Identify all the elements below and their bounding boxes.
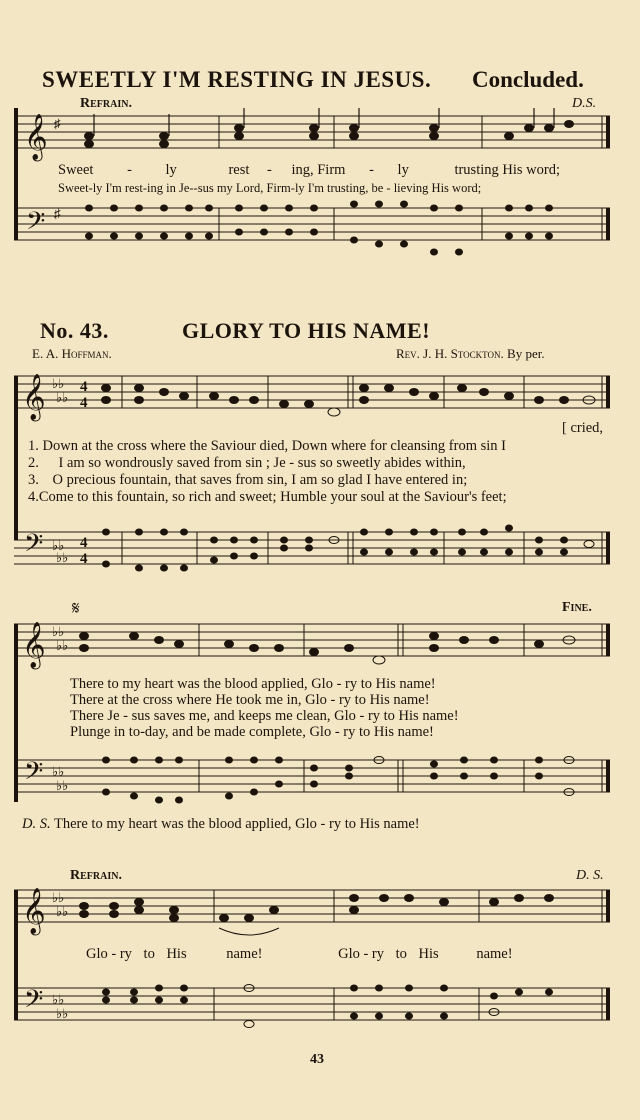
- ds-label-bottom: D. S.: [576, 868, 604, 883]
- ds-label-top: D.S.: [572, 96, 597, 111]
- staff-system-1-bass: [14, 194, 614, 264]
- composer-credit: Rev. J. H. Stockton. By per.: [396, 346, 545, 361]
- svg-text:4: 4: [80, 535, 88, 551]
- staff-system-4-bass: [14, 976, 614, 1036]
- svg-text:𝄞: 𝄞: [22, 374, 46, 419]
- cried-continuation: [ cried,: [562, 420, 604, 436]
- lyric-line-sweetly: Sweet - ly rest - ing, Firm - ly trusting His word;: [58, 162, 560, 178]
- svg-text:4: 4: [80, 395, 88, 411]
- svg-text:𝄢: 𝄢: [24, 986, 44, 1019]
- svg-text:♭♭: ♭♭: [52, 992, 65, 1007]
- svg-text:♭♭: ♭♭: [52, 538, 65, 553]
- svg-text:♭♭: ♭♭: [56, 778, 69, 793]
- svg-text:𝄢: 𝄢: [24, 530, 44, 563]
- chorus-line-1: There to my heart was the blood applied, Glo - ry to His name!: [70, 676, 436, 692]
- svg-text:♭♭: ♭♭: [56, 904, 69, 919]
- svg-text:𝄞: 𝄞: [22, 622, 46, 667]
- author-credit: E. A. Hoffman.: [32, 346, 112, 361]
- concluded-label: Concluded.: [472, 67, 584, 92]
- svg-text:♭♭: ♭♭: [52, 890, 65, 905]
- svg-text:♭♭: ♭♭: [52, 764, 65, 779]
- svg-text:𝄞: 𝄞: [22, 888, 46, 933]
- song-title-continued: SWEETLY I'M RESTING IN JESUS.: [42, 67, 432, 92]
- chorus-line-2: There at the cross where He took me in, Glo - ry to His name!: [70, 692, 430, 708]
- staff-system-2-treble: [14, 360, 614, 420]
- svg-text:♭♭: ♭♭: [56, 638, 69, 653]
- svg-text:4: 4: [80, 379, 88, 395]
- svg-text:♯: ♯: [54, 116, 61, 131]
- hymn-number: No. 43.: [40, 318, 109, 343]
- verse-4: 4.Come to this fountain, so rich and sweet; Humble your soul at the Saviour's feet;: [28, 489, 507, 505]
- ds-lyric-line: D. S. There to my heart was the blood applied, Glo - ry to His name!: [22, 816, 420, 832]
- svg-text:4: 4: [80, 551, 88, 567]
- refrain-label-top: Refrain.: [80, 96, 132, 111]
- svg-text:♭♭: ♭♭: [52, 624, 65, 639]
- segno-sign: 𝄋: [72, 598, 80, 618]
- staff-system-3-bass: [14, 746, 614, 806]
- verse-3: 3. O precious fountain, that saves from sin, I am so glad I have entered in;: [28, 472, 468, 488]
- lyric-line-refrain-text: Sweet-ly I'm rest-ing in Je--sus my Lord, Firm-ly I'm trusting, be - lieving His word;: [58, 181, 482, 195]
- svg-text:♯: ♯: [54, 206, 61, 221]
- staff-system-4-treble: [14, 880, 614, 940]
- svg-text:♭♭: ♭♭: [52, 376, 65, 391]
- svg-text:♭♭: ♭♭: [56, 1006, 69, 1021]
- staff-system-1-treble: [14, 108, 614, 168]
- staff-system-3-treble: [14, 612, 614, 672]
- svg-text:♭♭: ♭♭: [56, 550, 69, 565]
- svg-text:𝄢: 𝄢: [24, 758, 44, 791]
- refrain-label-bottom: Refrain.: [70, 868, 122, 883]
- hymn-title: GLORY TO HIS NAME!: [182, 318, 431, 343]
- svg-text:𝄢: 𝄢: [26, 208, 46, 241]
- refrain-lyrics: Glo - ry to His name! Glo - ry to His name!: [86, 946, 513, 962]
- fine-label: Fine.: [562, 600, 592, 615]
- chorus-line-4: Plunge in to-day, and be made complete, Glo - ry to His name!: [70, 724, 434, 740]
- verse-1: 1. Down at the cross where the Saviour died, Down where for cleansing from sin I: [28, 438, 506, 454]
- chorus-line-3: There Je - sus saves me, and keeps me clean, Glo - ry to His name!: [70, 708, 459, 724]
- page-number: 43: [310, 1052, 324, 1067]
- svg-text:♭♭: ♭♭: [56, 390, 69, 405]
- verse-2: 2. I am so wondrously saved from sin ; Je - sus so sweetly abides within,: [28, 455, 466, 471]
- staff-system-2-bass: [14, 510, 614, 580]
- svg-text:𝄞: 𝄞: [24, 114, 48, 159]
